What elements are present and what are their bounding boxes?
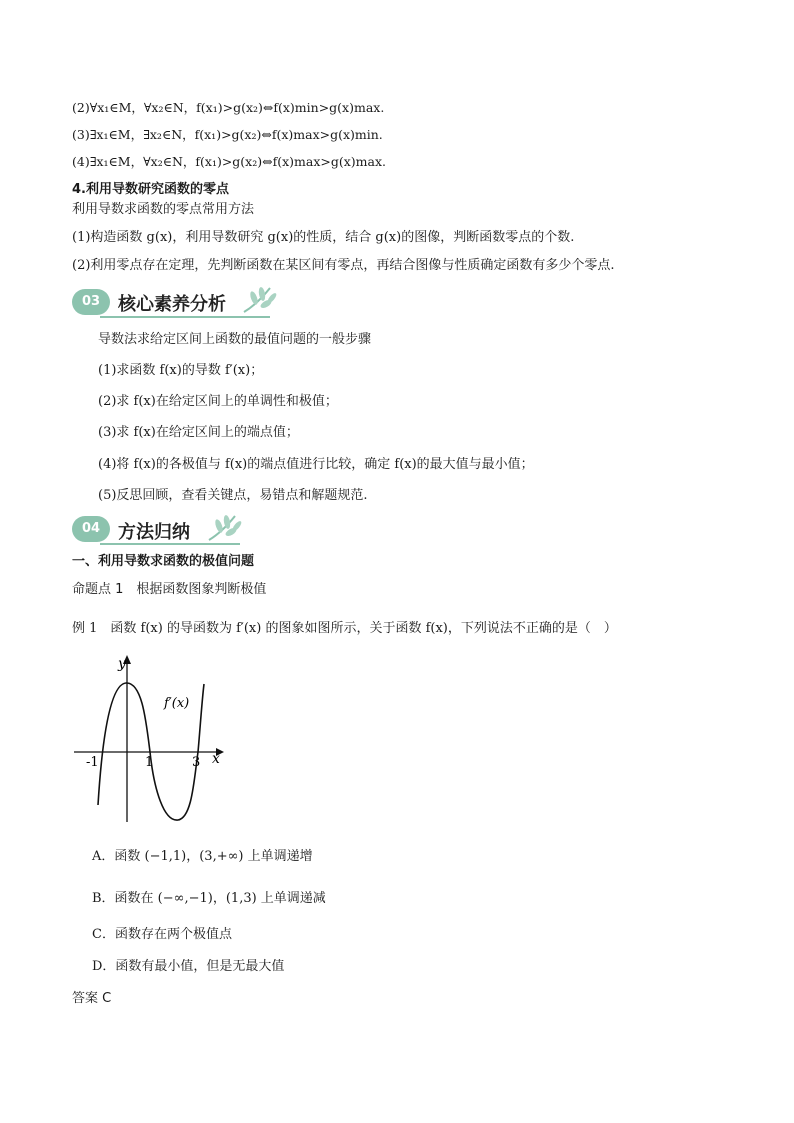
section-number-badge: 03 xyxy=(72,289,110,315)
tick-minus-1: -1 xyxy=(86,755,99,770)
y-label: y xyxy=(118,656,126,672)
subheading: 一、利用导数求函数的极值问题 xyxy=(72,554,255,569)
curve-label: f′(x) xyxy=(164,696,190,711)
condition-3: (3)∃x₁∈M，∃x₂∈N，f(x₁)>g(x₂)⇔f(x)max>g(x)min. xyxy=(72,127,383,142)
condition-4: (4)∃x₁∈M，∀x₂∈N，f(x₁)>g(x₂)⇔f(x)max>g(x)max. xyxy=(72,154,386,169)
step-3: (3)求 f(x)在给定区间上的端点值； xyxy=(98,425,299,440)
section-number-badge: 04 xyxy=(72,516,110,542)
leaf-icon xyxy=(205,512,245,544)
proposition: 命题点 1 根据函数图象判断极值 xyxy=(72,582,267,597)
section-title: 核心素养分析 xyxy=(118,294,226,315)
option-c: C．函数存在两个极值点 xyxy=(92,927,232,942)
option-b: B．函数在 (−∞,−1)，(1,3) 上单调递减 xyxy=(92,891,326,906)
step-5: (5)反思回顾，查看关键点，易错点和解题规范. xyxy=(98,488,368,503)
x-label: x xyxy=(212,751,220,767)
example-question: 例 1 函数 f(x) 的导函数为 f′(x) 的图象如图所示，关于函数 f(x)，下列说法不正确的是（ ） xyxy=(72,621,617,636)
tick-1: 1 xyxy=(145,755,154,770)
zeros-item-1: (1)构造函数 g(x)，利用导数研究 g(x)的性质，结合 g(x)的图像，判断函数零点的个数. xyxy=(72,230,575,245)
zeros-item-2: (2)利用零点存在定理，先判断函数在某区间有零点，再结合图像与性质确定函数有多少个零点. xyxy=(72,258,615,273)
step-4: (4)将 f(x)的各极值与 f(x)的端点值进行比较，确定 f(x)的最大值与最小值； xyxy=(98,457,534,472)
step-1: (1)求函数 f(x)的导数 f′(x)； xyxy=(98,363,264,378)
option-d: D．函数有最小值，但是无最大值 xyxy=(92,959,285,974)
leaf-icon xyxy=(240,284,280,316)
tick-3: 3 xyxy=(192,755,201,770)
option-a: A．函数 (−1,1)，(3,+∞) 上单调递增 xyxy=(92,849,313,864)
condition-2: (2)∀x₁∈M，∀x₂∈N，f(x₁)>g(x₂)⇔f(x)min>g(x)max. xyxy=(72,100,385,115)
zeros-intro: 利用导数求函数的零点常用方法 xyxy=(72,202,255,217)
zeros-heading: 4.利用导数研究函数的零点 xyxy=(72,182,229,197)
derivative-graph xyxy=(66,650,236,830)
step-2: (2)求 f(x)在给定区间上的单调性和极值； xyxy=(98,394,338,409)
section-underline xyxy=(100,316,270,318)
section3-intro: 导数法求给定区间上函数的最值问题的一般步骤 xyxy=(98,332,372,347)
answer: 答案 C xyxy=(72,991,112,1006)
section-title: 方法归纳 xyxy=(118,522,190,543)
